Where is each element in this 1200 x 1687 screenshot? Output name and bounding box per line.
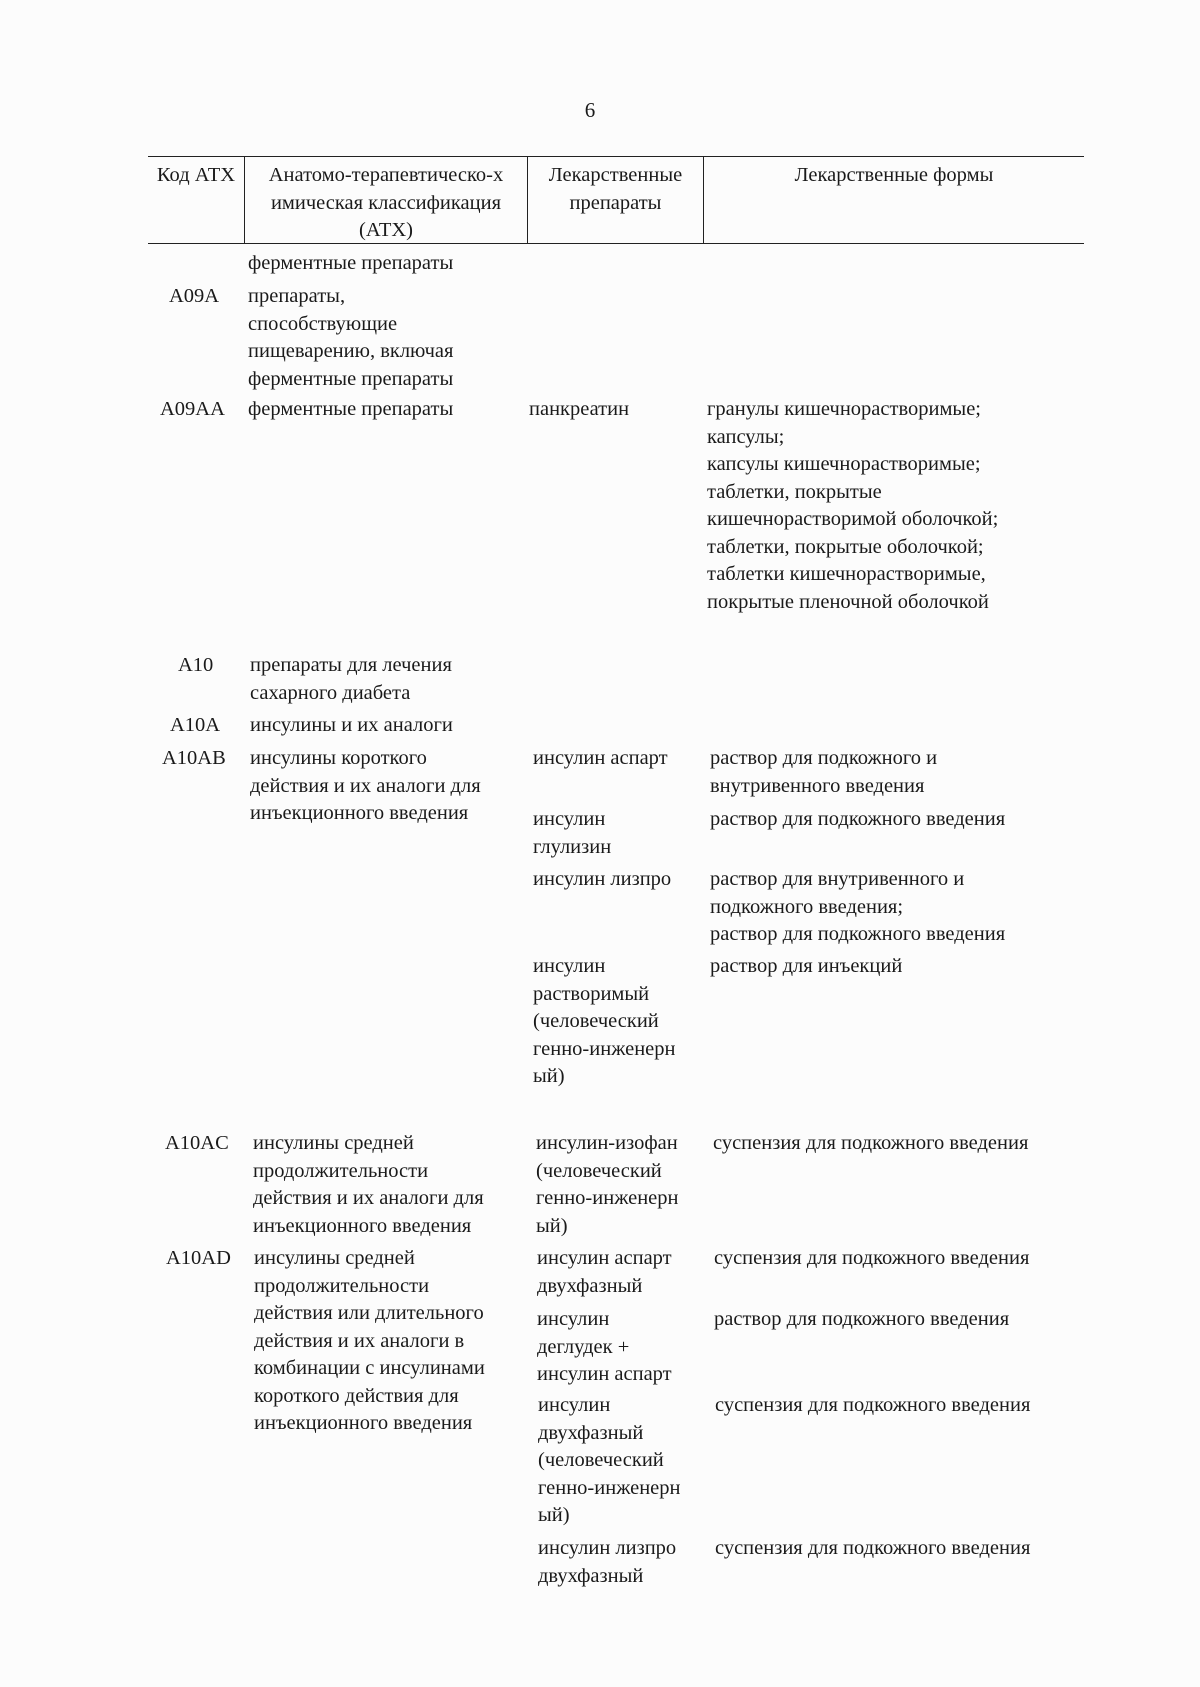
- row-forms: раствор для внутривенного и подкожного введения; раствор для подкожного введения: [710, 868, 1006, 945]
- row-drug: инсулин лизпро: [533, 868, 672, 890]
- row-classification: ферментные препараты: [248, 252, 454, 274]
- row-drug: инсулин глулизин: [533, 808, 612, 858]
- header-drugs: Лекарственные препараты: [548, 164, 683, 214]
- row-forms: раствор для подкожного введения: [710, 808, 1006, 830]
- row-drug: панкреатин: [529, 398, 630, 420]
- row-drug: инсулин деглудек + инсулин аспарт: [537, 1308, 672, 1385]
- row-code: A10A: [170, 714, 221, 736]
- row-code: A10AC: [165, 1132, 229, 1154]
- row-drug: инсулин двухфазный (человеческий генно-инженерн ый): [538, 1394, 681, 1526]
- row-drug: инсулин растворимый (человеческий генно-инженерн ый): [533, 955, 676, 1087]
- row-code: A09A: [169, 285, 220, 307]
- row-drug: инсулин аспарт: [533, 747, 668, 769]
- row-forms: суспензия для подкожного введения: [715, 1537, 1031, 1559]
- row-classification: инсулины средней продолжительности действия и их аналоги для инъекционного введения: [253, 1132, 484, 1237]
- row-forms: гранулы кишечнорастворимые; капсулы; капсулы кишечнорастворимые; таблетки, покрытые кишечнорастворимой оболочкой; таблетки, покрытые оболочкой; таблетки кишечнорастворимые, покрытые пленочной оболочкой: [707, 398, 999, 613]
- row-forms: суспензия для подкожного введения: [714, 1247, 1030, 1269]
- row-drug: инсулин-изофан (человеческий генно-инженерн ый): [536, 1132, 679, 1237]
- row-code: A10AB: [162, 747, 226, 769]
- header-forms: Лекарственные формы: [794, 164, 994, 186]
- row-code: A09AA: [160, 398, 225, 420]
- row-forms: суспензия для подкожного введения: [715, 1394, 1031, 1416]
- row-classification: инсулины средней продолжительности действия или длительного действия и их аналоги в комбинации с инсулинами короткого действия для инъекционного введения: [254, 1247, 485, 1434]
- row-forms: раствор для подкожного введения: [714, 1308, 1010, 1330]
- row-classification: инсулины и их аналоги: [250, 714, 453, 736]
- row-classification: препараты, способствующие пищеварению, включая ферментные препараты: [248, 285, 454, 390]
- row-forms: суспензия для подкожного введения: [713, 1132, 1029, 1154]
- row-classification: инсулины короткого действия и их аналоги для инъекционного введения: [250, 747, 481, 824]
- row-forms: раствор для подкожного и внутривенного введения: [710, 747, 938, 797]
- row-drug: инсулин аспарт двухфазный: [537, 1247, 672, 1297]
- row-classification: ферментные препараты: [248, 398, 454, 420]
- row-classification: препараты для лечения сахарного диабета: [250, 654, 452, 704]
- page-number: 6: [584, 98, 596, 122]
- row-code: A10AD: [166, 1247, 231, 1269]
- header-classification: Анатомо-терапевтическо-х имическая классификация (АТХ): [268, 164, 504, 241]
- row-code: A10: [178, 654, 214, 676]
- header-code: Код АТХ: [156, 164, 236, 186]
- row-drug: инсулин лизпро двухфазный: [538, 1537, 677, 1587]
- table-top-rule: [148, 156, 1084, 157]
- row-forms: раствор для инъекций: [710, 955, 903, 977]
